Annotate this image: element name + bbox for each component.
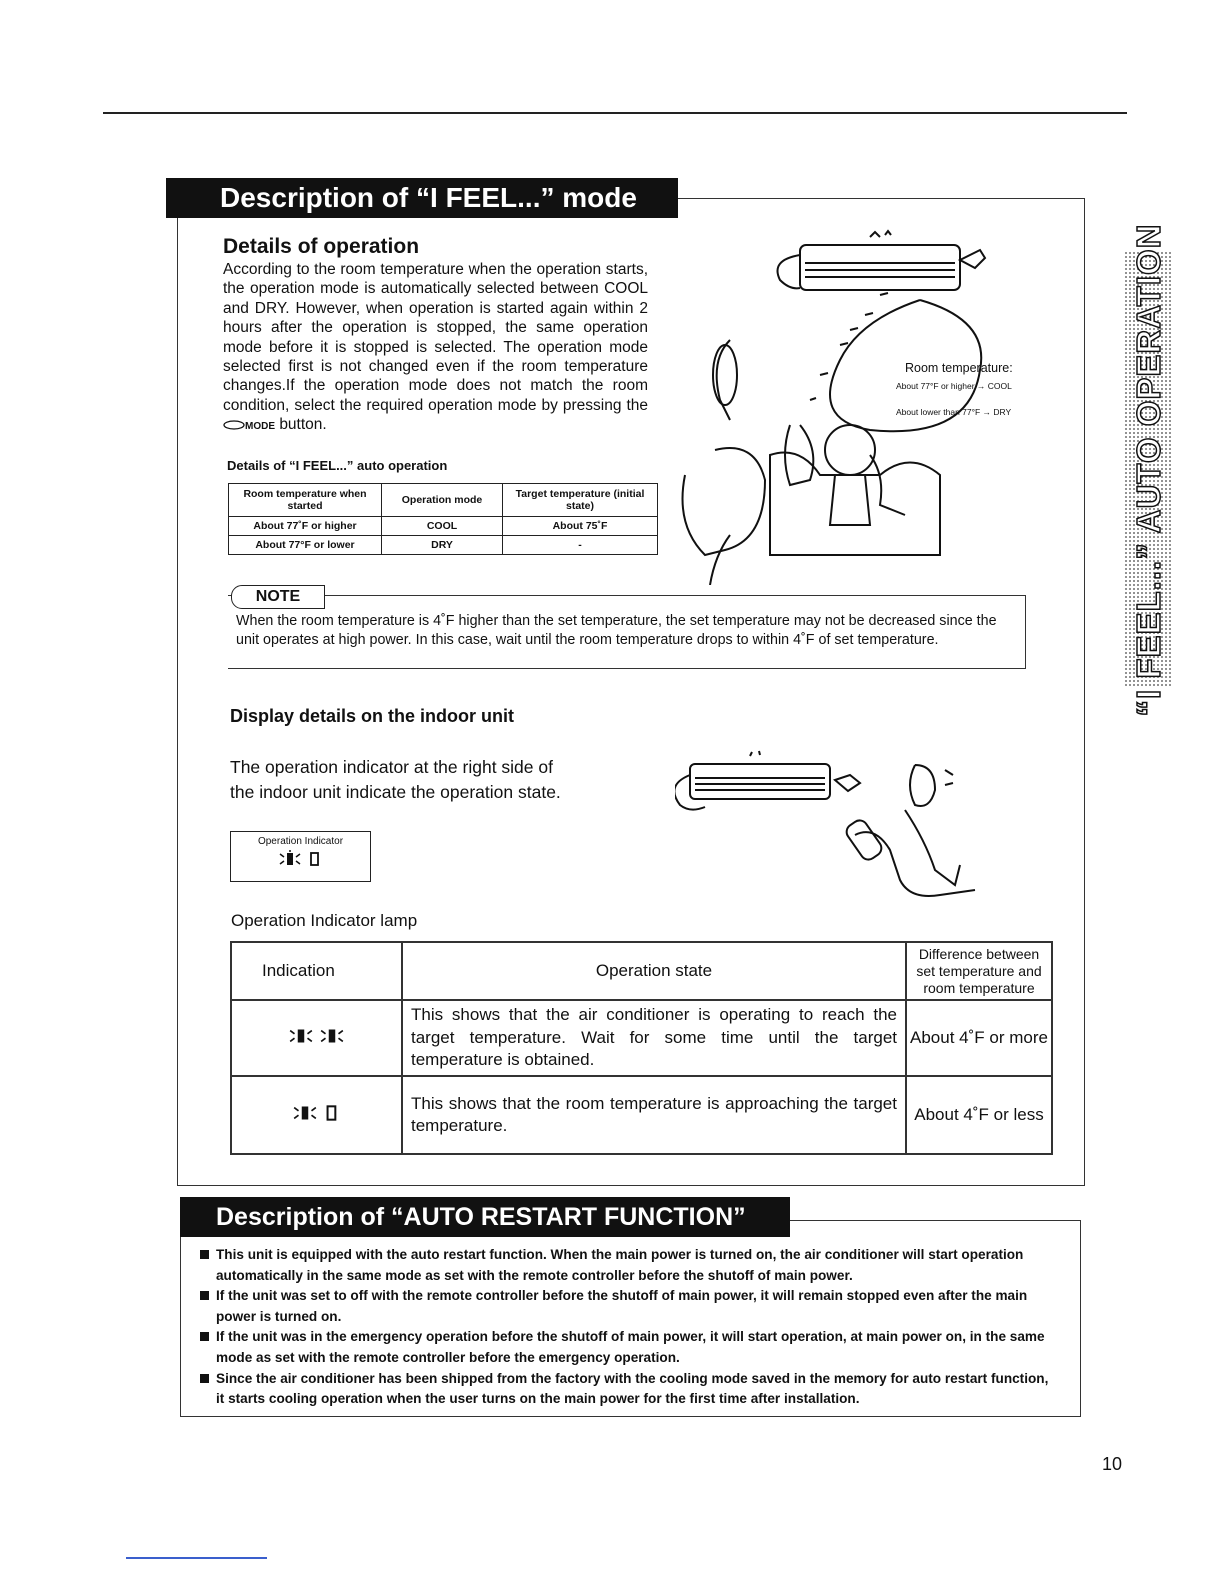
ifeel-section-title: Description of “I FEEL...” mode (166, 178, 678, 218)
ifeel-table-cell: About 75˚F (503, 517, 658, 536)
mode-button-icon (223, 420, 245, 430)
lamp-blinking-icon (288, 1026, 314, 1046)
bottom-rule (126, 1557, 267, 1559)
ifeel-table-header: Target temperature (initial state) (503, 484, 658, 517)
bubble-line: About lower than 77°F → DRY (896, 407, 1012, 417)
operation-state-cell: This shows that the room temperature is approaching the target temperature. (402, 1076, 906, 1154)
indicator-table-header: Indication (231, 942, 402, 1000)
note-label: NOTE (231, 585, 325, 609)
note-text: When the room temperature is 4˚F higher than the set temperature, the set temperature may not be decreased since the unit operates at high power. In this case, wait until the room temperature drops to within 4˚F of set temperature. (236, 613, 997, 648)
indicator-table (230, 941, 1053, 1155)
difference-cell: About 4˚F or less (906, 1076, 1052, 1154)
operation-state-cell: This shows that the air conditioner is operating to reach the target temperature. Wait for some time until the target temperature is obtained. (402, 1000, 906, 1076)
mode-label: MODE (245, 421, 275, 433)
restart-bullets (200, 1245, 1050, 1410)
ifeel-table-cell: About 77°F or lower (229, 536, 382, 555)
lamp-off-icon (323, 1103, 341, 1123)
lamp-blinking-icon (278, 850, 302, 868)
list-item: Since the air conditioner has been shipped from the factory with the cooling mode saved in the memory for auto restart function, it starts cooling operation when the user turns on the main power for the first time after installation. (200, 1369, 1050, 1410)
lamp-blinking-icon (292, 1103, 318, 1123)
indicator-icons (231, 850, 370, 873)
indicator-cell (231, 1076, 402, 1154)
bubble-line: About 77°F or higher → COOL (896, 381, 1012, 391)
indicator-box-label: Operation Indicator (257, 836, 344, 847)
restart-section-title: Description of “AUTO RESTART FUNCTION” (180, 1197, 790, 1237)
lamp-blinking-icon (319, 1026, 345, 1046)
display-text: the indoor unit indicate the operation state. (230, 782, 561, 802)
ifeel-table-cell: About 77˚F or higher (229, 517, 382, 536)
list-item: If the unit was in the emergency operation before the shutoff of main power, it will start operation, at main power on, in the same mode as set with the remote controller before the emergency operation. (200, 1327, 1050, 1368)
list-item: If the unit was set to off with the remote controller before the shutoff of main power, it will remain stopped even after the main power is turned on. (200, 1286, 1050, 1327)
banner-rule (678, 198, 1085, 199)
top-rule (103, 112, 1127, 114)
list-item: This unit is equipped with the auto restart function. When the main power is turned on, the air conditioner will start operation automatically in the same mode as set with the remote controller before the shutoff of main power. (200, 1245, 1050, 1286)
ifeel-table-cell: DRY (382, 536, 503, 555)
details-text: According to the room temperature when the operation starts, the operation mode is automatically selected between COOL and DRY. However, when operation is started again within 2 hours after the operation is stopped, the same operation mode before it is stopped is selected. The operation mode selected first is not changed even if the room temperature changes.If the operation mode does not match the room condition, select the required operation mode by pressing the (223, 261, 648, 414)
details-paragraph (223, 260, 648, 437)
ifeel-illustration (670, 225, 1070, 585)
auto-operation-heading: Details of “I FEEL...” auto operation (227, 458, 448, 473)
ifeel-table (228, 483, 658, 555)
ifeel-table-header: Room temperature when started (229, 484, 382, 517)
difference-cell: About 4˚F or more (906, 1000, 1052, 1076)
ifeel-table-cell: - (503, 536, 658, 555)
lamp-label: Operation Indicator lamp (231, 911, 418, 930)
indicator-cell (231, 1000, 402, 1076)
indicator-box (230, 831, 371, 882)
ifeel-table-cell: COOL (382, 517, 503, 536)
ifeel-table-header: Operation mode (382, 484, 503, 517)
display-heading: Display details on the indoor unit (230, 706, 515, 726)
details-heading: Details of operation (223, 235, 420, 258)
indicator-table-header: Operation state (402, 942, 906, 1000)
page-number: 10 (1102, 1454, 1123, 1474)
side-tab-label: “I FEEL...” AUTO OPERATION (1130, 223, 1167, 717)
lamp-off-icon (307, 850, 323, 868)
bubble-title: Room temperature: (905, 361, 1013, 375)
display-illustration (675, 750, 995, 910)
details-text-end: button. (279, 416, 327, 434)
indicator-table-header: Difference between set temperature and room temperature (906, 942, 1052, 1000)
display-text: The operation indicator at the right side of (230, 757, 553, 777)
